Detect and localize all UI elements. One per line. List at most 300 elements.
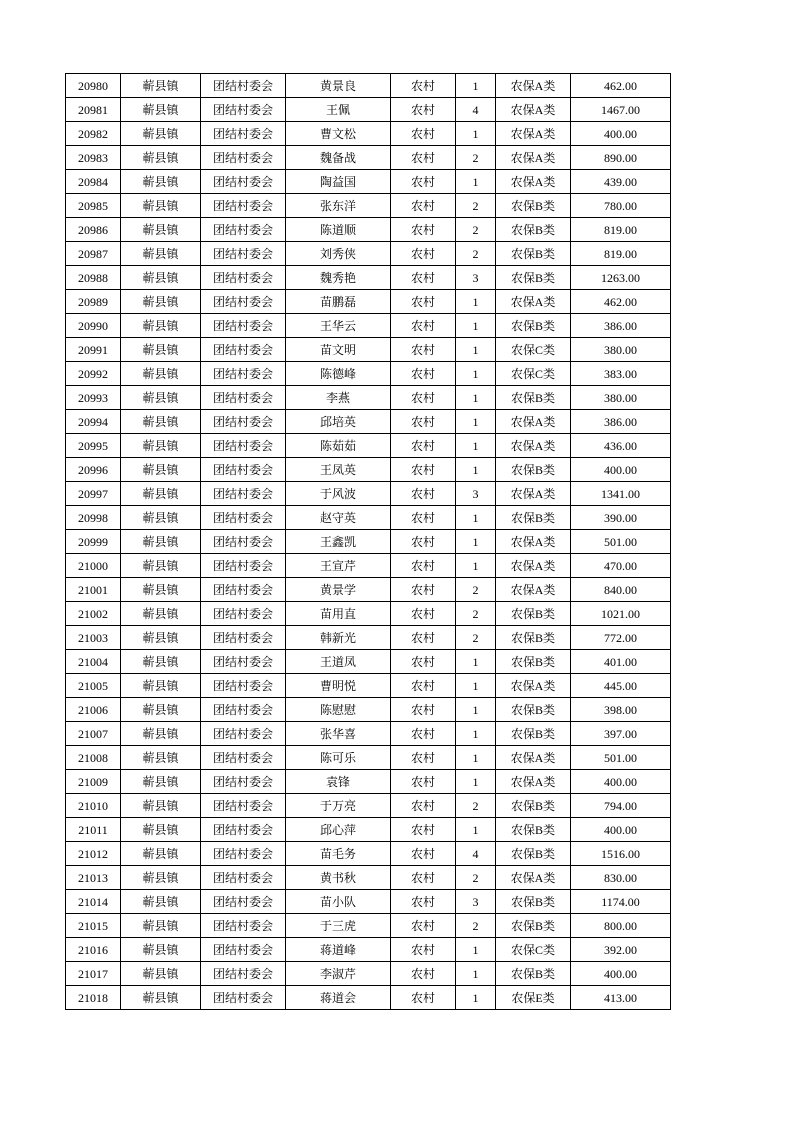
cell-amount: 400.00 — [571, 122, 671, 146]
cell-person-count: 2 — [456, 914, 496, 938]
cell-amount: 400.00 — [571, 818, 671, 842]
cell-person-count: 2 — [456, 146, 496, 170]
cell-household-type: 农村 — [391, 698, 456, 722]
cell-person-name: 王道凤 — [286, 650, 391, 674]
table-row — [66, 290, 671, 314]
cell-amount: 400.00 — [571, 458, 671, 482]
cell-record-id: 21000 — [66, 554, 121, 578]
cell-person-count: 2 — [456, 194, 496, 218]
cell-record-id: 21012 — [66, 842, 121, 866]
table-row — [66, 554, 671, 578]
cell-household-type: 农村 — [391, 290, 456, 314]
cell-person-count: 1 — [456, 506, 496, 530]
cell-town: 蕲县镇 — [121, 986, 201, 1010]
cell-person-count: 1 — [456, 434, 496, 458]
table-row — [66, 578, 671, 602]
cell-insurance-category: 农保A类 — [496, 74, 571, 98]
benefits-table — [65, 73, 671, 1010]
cell-household-type: 农村 — [391, 314, 456, 338]
cell-person-name: 邱培英 — [286, 410, 391, 434]
cell-record-id: 20983 — [66, 146, 121, 170]
cell-person-name: 王宣芹 — [286, 554, 391, 578]
cell-record-id: 21015 — [66, 914, 121, 938]
cell-record-id: 21003 — [66, 626, 121, 650]
table-row — [66, 650, 671, 674]
cell-person-name: 张华喜 — [286, 722, 391, 746]
cell-record-id: 21013 — [66, 866, 121, 890]
cell-person-name: 黄景学 — [286, 578, 391, 602]
cell-town: 蕲县镇 — [121, 602, 201, 626]
cell-amount: 398.00 — [571, 698, 671, 722]
cell-village-committee: 团结村委会 — [201, 458, 286, 482]
table-row — [66, 410, 671, 434]
cell-record-id: 21005 — [66, 674, 121, 698]
cell-village-committee: 团结村委会 — [201, 866, 286, 890]
table-row — [66, 458, 671, 482]
cell-amount: 794.00 — [571, 794, 671, 818]
cell-village-committee: 团结村委会 — [201, 890, 286, 914]
cell-household-type: 农村 — [391, 146, 456, 170]
cell-household-type: 农村 — [391, 122, 456, 146]
cell-amount: 439.00 — [571, 170, 671, 194]
cell-household-type: 农村 — [391, 770, 456, 794]
cell-insurance-category: 农保A类 — [496, 434, 571, 458]
cell-record-id: 20989 — [66, 290, 121, 314]
cell-town: 蕲县镇 — [121, 698, 201, 722]
cell-village-committee: 团结村委会 — [201, 530, 286, 554]
table-row — [66, 842, 671, 866]
cell-insurance-category: 农保B类 — [496, 794, 571, 818]
cell-town: 蕲县镇 — [121, 242, 201, 266]
cell-town: 蕲县镇 — [121, 218, 201, 242]
cell-household-type: 农村 — [391, 458, 456, 482]
cell-record-id: 20987 — [66, 242, 121, 266]
cell-amount: 413.00 — [571, 986, 671, 1010]
table-row — [66, 530, 671, 554]
cell-person-name: 黄书秋 — [286, 866, 391, 890]
cell-household-type: 农村 — [391, 722, 456, 746]
cell-person-name: 袁锋 — [286, 770, 391, 794]
cell-town: 蕲县镇 — [121, 266, 201, 290]
cell-person-count: 1 — [456, 170, 496, 194]
cell-amount: 800.00 — [571, 914, 671, 938]
cell-person-name: 苗毛务 — [286, 842, 391, 866]
cell-town: 蕲县镇 — [121, 866, 201, 890]
table-row — [66, 818, 671, 842]
cell-insurance-category: 农保A类 — [496, 770, 571, 794]
table-row — [66, 242, 671, 266]
cell-amount: 400.00 — [571, 962, 671, 986]
cell-person-name: 陶益国 — [286, 170, 391, 194]
cell-amount: 470.00 — [571, 554, 671, 578]
cell-person-count: 1 — [456, 530, 496, 554]
cell-insurance-category: 农保B类 — [496, 722, 571, 746]
table-row — [66, 314, 671, 338]
cell-village-committee: 团结村委会 — [201, 434, 286, 458]
cell-amount: 401.00 — [571, 650, 671, 674]
cell-record-id: 20982 — [66, 122, 121, 146]
cell-village-committee: 团结村委会 — [201, 74, 286, 98]
cell-village-committee: 团结村委会 — [201, 314, 286, 338]
cell-village-committee: 团结村委会 — [201, 578, 286, 602]
cell-insurance-category: 农保B类 — [496, 698, 571, 722]
cell-town: 蕲县镇 — [121, 170, 201, 194]
cell-town: 蕲县镇 — [121, 914, 201, 938]
cell-person-name: 陈茹茹 — [286, 434, 391, 458]
cell-insurance-category: 农保A类 — [496, 674, 571, 698]
cell-person-count: 1 — [456, 554, 496, 578]
cell-village-committee: 团结村委会 — [201, 698, 286, 722]
cell-person-count: 1 — [456, 770, 496, 794]
cell-insurance-category: 农保B类 — [496, 890, 571, 914]
cell-amount: 840.00 — [571, 578, 671, 602]
cell-town: 蕲县镇 — [121, 410, 201, 434]
cell-record-id: 20993 — [66, 386, 121, 410]
cell-person-name: 于万亮 — [286, 794, 391, 818]
cell-village-committee: 团结村委会 — [201, 506, 286, 530]
cell-insurance-category: 农保A类 — [496, 866, 571, 890]
cell-amount: 380.00 — [571, 338, 671, 362]
cell-person-count: 3 — [456, 482, 496, 506]
cell-town: 蕲县镇 — [121, 770, 201, 794]
cell-person-count: 1 — [456, 74, 496, 98]
cell-household-type: 农村 — [391, 626, 456, 650]
cell-person-name: 邱心萍 — [286, 818, 391, 842]
cell-amount: 400.00 — [571, 770, 671, 794]
cell-insurance-category: 农保B类 — [496, 266, 571, 290]
cell-person-name: 魏备战 — [286, 146, 391, 170]
cell-person-count: 3 — [456, 266, 496, 290]
cell-record-id: 20984 — [66, 170, 121, 194]
cell-insurance-category: 农保B类 — [496, 194, 571, 218]
cell-record-id: 21016 — [66, 938, 121, 962]
cell-town: 蕲县镇 — [121, 290, 201, 314]
table-row — [66, 506, 671, 530]
document-page — [65, 73, 671, 1010]
cell-person-count: 1 — [456, 650, 496, 674]
cell-household-type: 农村 — [391, 434, 456, 458]
table-row — [66, 602, 671, 626]
cell-village-committee: 团结村委会 — [201, 362, 286, 386]
cell-person-name: 王佩 — [286, 98, 391, 122]
cell-person-name: 陈德峰 — [286, 362, 391, 386]
cell-insurance-category: 农保B类 — [496, 314, 571, 338]
cell-person-count: 1 — [456, 962, 496, 986]
cell-insurance-category: 农保A类 — [496, 578, 571, 602]
cell-town: 蕲县镇 — [121, 458, 201, 482]
cell-person-name: 曹明悦 — [286, 674, 391, 698]
cell-amount: 501.00 — [571, 530, 671, 554]
table-row — [66, 266, 671, 290]
table-row — [66, 794, 671, 818]
cell-household-type: 农村 — [391, 506, 456, 530]
cell-person-count: 1 — [456, 122, 496, 146]
table-row — [66, 890, 671, 914]
cell-town: 蕲县镇 — [121, 938, 201, 962]
cell-person-name: 蒋道峰 — [286, 938, 391, 962]
cell-household-type: 农村 — [391, 602, 456, 626]
cell-person-count: 1 — [456, 314, 496, 338]
cell-insurance-category: 农保B类 — [496, 626, 571, 650]
cell-village-committee: 团结村委会 — [201, 554, 286, 578]
cell-insurance-category: 农保A类 — [496, 482, 571, 506]
table-row — [66, 362, 671, 386]
cell-town: 蕲县镇 — [121, 434, 201, 458]
cell-amount: 1341.00 — [571, 482, 671, 506]
cell-village-committee: 团结村委会 — [201, 122, 286, 146]
cell-household-type: 农村 — [391, 962, 456, 986]
cell-household-type: 农村 — [391, 266, 456, 290]
cell-person-count: 1 — [456, 818, 496, 842]
cell-village-committee: 团结村委会 — [201, 482, 286, 506]
cell-insurance-category: 农保C类 — [496, 938, 571, 962]
cell-town: 蕲县镇 — [121, 122, 201, 146]
cell-insurance-category: 农保A类 — [496, 170, 571, 194]
cell-household-type: 农村 — [391, 650, 456, 674]
cell-village-committee: 团结村委会 — [201, 938, 286, 962]
cell-amount: 397.00 — [571, 722, 671, 746]
cell-household-type: 农村 — [391, 386, 456, 410]
table-row — [66, 746, 671, 770]
cell-amount: 462.00 — [571, 74, 671, 98]
cell-amount: 386.00 — [571, 410, 671, 434]
cell-amount: 392.00 — [571, 938, 671, 962]
cell-person-count: 1 — [456, 986, 496, 1010]
cell-amount: 390.00 — [571, 506, 671, 530]
cell-town: 蕲县镇 — [121, 74, 201, 98]
cell-household-type: 农村 — [391, 578, 456, 602]
table-row — [66, 74, 671, 98]
table-row — [66, 770, 671, 794]
cell-household-type: 农村 — [391, 242, 456, 266]
cell-person-name: 苗文明 — [286, 338, 391, 362]
cell-record-id: 21011 — [66, 818, 121, 842]
cell-person-count: 1 — [456, 290, 496, 314]
cell-household-type: 农村 — [391, 554, 456, 578]
table-body — [66, 74, 671, 1010]
table-row — [66, 434, 671, 458]
cell-amount: 1467.00 — [571, 98, 671, 122]
cell-person-count: 2 — [456, 602, 496, 626]
cell-amount: 436.00 — [571, 434, 671, 458]
cell-person-name: 苗鹏磊 — [286, 290, 391, 314]
cell-household-type: 农村 — [391, 986, 456, 1010]
cell-village-committee: 团结村委会 — [201, 914, 286, 938]
cell-insurance-category: 农保A类 — [496, 530, 571, 554]
cell-person-name: 王鑫凯 — [286, 530, 391, 554]
cell-person-count: 2 — [456, 242, 496, 266]
cell-person-count: 2 — [456, 626, 496, 650]
table-row — [66, 986, 671, 1010]
cell-village-committee: 团结村委会 — [201, 842, 286, 866]
cell-person-name: 陈可乐 — [286, 746, 391, 770]
cell-amount: 1516.00 — [571, 842, 671, 866]
table-row — [66, 674, 671, 698]
cell-insurance-category: 农保A类 — [496, 410, 571, 434]
cell-person-name: 李燕 — [286, 386, 391, 410]
cell-town: 蕲县镇 — [121, 194, 201, 218]
cell-town: 蕲县镇 — [121, 626, 201, 650]
table-row — [66, 386, 671, 410]
cell-town: 蕲县镇 — [121, 314, 201, 338]
cell-household-type: 农村 — [391, 218, 456, 242]
cell-person-count: 2 — [456, 794, 496, 818]
cell-town: 蕲县镇 — [121, 794, 201, 818]
cell-household-type: 农村 — [391, 842, 456, 866]
cell-amount: 1174.00 — [571, 890, 671, 914]
cell-village-committee: 团结村委会 — [201, 818, 286, 842]
cell-record-id: 20996 — [66, 458, 121, 482]
cell-person-count: 1 — [456, 362, 496, 386]
cell-insurance-category: 农保C类 — [496, 338, 571, 362]
cell-village-committee: 团结村委会 — [201, 218, 286, 242]
cell-town: 蕲县镇 — [121, 338, 201, 362]
cell-town: 蕲县镇 — [121, 482, 201, 506]
cell-household-type: 农村 — [391, 818, 456, 842]
cell-person-name: 曹文松 — [286, 122, 391, 146]
table-row — [66, 194, 671, 218]
cell-person-count: 4 — [456, 842, 496, 866]
cell-insurance-category: 农保B类 — [496, 386, 571, 410]
cell-person-name: 魏秀艳 — [286, 266, 391, 290]
cell-amount: 445.00 — [571, 674, 671, 698]
cell-town: 蕲县镇 — [121, 650, 201, 674]
cell-household-type: 农村 — [391, 482, 456, 506]
table-row — [66, 98, 671, 122]
cell-village-committee: 团结村委会 — [201, 650, 286, 674]
cell-household-type: 农村 — [391, 674, 456, 698]
cell-insurance-category: 农保B类 — [496, 650, 571, 674]
cell-person-count: 2 — [456, 218, 496, 242]
cell-record-id: 20981 — [66, 98, 121, 122]
cell-insurance-category: 农保B类 — [496, 842, 571, 866]
cell-town: 蕲县镇 — [121, 530, 201, 554]
cell-town: 蕲县镇 — [121, 554, 201, 578]
cell-town: 蕲县镇 — [121, 818, 201, 842]
cell-amount: 1021.00 — [571, 602, 671, 626]
cell-amount: 501.00 — [571, 746, 671, 770]
cell-household-type: 农村 — [391, 338, 456, 362]
cell-record-id: 20988 — [66, 266, 121, 290]
cell-insurance-category: 农保B类 — [496, 458, 571, 482]
cell-record-id: 20994 — [66, 410, 121, 434]
cell-insurance-category: 农保B类 — [496, 818, 571, 842]
cell-person-count: 4 — [456, 98, 496, 122]
cell-village-committee: 团结村委会 — [201, 386, 286, 410]
cell-person-name: 韩新光 — [286, 626, 391, 650]
cell-village-committee: 团结村委会 — [201, 986, 286, 1010]
table-row — [66, 938, 671, 962]
cell-village-committee: 团结村委会 — [201, 98, 286, 122]
cell-person-name: 于三虎 — [286, 914, 391, 938]
cell-person-count: 1 — [456, 410, 496, 434]
cell-insurance-category: 农保E类 — [496, 986, 571, 1010]
cell-person-count: 1 — [456, 746, 496, 770]
cell-household-type: 农村 — [391, 794, 456, 818]
cell-amount: 383.00 — [571, 362, 671, 386]
cell-record-id: 21001 — [66, 578, 121, 602]
cell-person-count: 1 — [456, 938, 496, 962]
cell-person-name: 王华云 — [286, 314, 391, 338]
cell-record-id: 21018 — [66, 986, 121, 1010]
cell-insurance-category: 农保A类 — [496, 746, 571, 770]
cell-insurance-category: 农保A类 — [496, 122, 571, 146]
cell-household-type: 农村 — [391, 194, 456, 218]
cell-person-name: 刘秀侠 — [286, 242, 391, 266]
table-row — [66, 218, 671, 242]
cell-insurance-category: 农保A类 — [496, 554, 571, 578]
cell-amount: 819.00 — [571, 242, 671, 266]
table-row — [66, 626, 671, 650]
table-row — [66, 698, 671, 722]
cell-town: 蕲县镇 — [121, 962, 201, 986]
cell-insurance-category: 农保A类 — [496, 146, 571, 170]
cell-record-id: 21014 — [66, 890, 121, 914]
cell-village-committee: 团结村委会 — [201, 962, 286, 986]
cell-town: 蕲县镇 — [121, 362, 201, 386]
cell-village-committee: 团结村委会 — [201, 410, 286, 434]
cell-village-committee: 团结村委会 — [201, 242, 286, 266]
cell-town: 蕲县镇 — [121, 674, 201, 698]
cell-record-id: 20985 — [66, 194, 121, 218]
cell-record-id: 21017 — [66, 962, 121, 986]
cell-record-id: 21008 — [66, 746, 121, 770]
cell-village-committee: 团结村委会 — [201, 674, 286, 698]
cell-village-committee: 团结村委会 — [201, 194, 286, 218]
cell-record-id: 20986 — [66, 218, 121, 242]
cell-person-name: 于风波 — [286, 482, 391, 506]
cell-town: 蕲县镇 — [121, 386, 201, 410]
cell-village-committee: 团结村委会 — [201, 770, 286, 794]
cell-insurance-category: 农保B类 — [496, 242, 571, 266]
cell-person-name: 王凤英 — [286, 458, 391, 482]
table-row — [66, 914, 671, 938]
cell-amount: 890.00 — [571, 146, 671, 170]
table-row — [66, 122, 671, 146]
cell-record-id: 20990 — [66, 314, 121, 338]
cell-household-type: 农村 — [391, 170, 456, 194]
cell-amount: 1263.00 — [571, 266, 671, 290]
cell-person-count: 1 — [456, 338, 496, 362]
cell-village-committee: 团结村委会 — [201, 722, 286, 746]
cell-person-count: 1 — [456, 458, 496, 482]
cell-household-type: 农村 — [391, 530, 456, 554]
cell-amount: 772.00 — [571, 626, 671, 650]
table-row — [66, 146, 671, 170]
cell-household-type: 农村 — [391, 890, 456, 914]
cell-person-name: 苗小队 — [286, 890, 391, 914]
cell-person-name: 张东洋 — [286, 194, 391, 218]
cell-record-id: 20999 — [66, 530, 121, 554]
table-row — [66, 962, 671, 986]
cell-person-name: 陈道顺 — [286, 218, 391, 242]
cell-town: 蕲县镇 — [121, 890, 201, 914]
cell-record-id: 20992 — [66, 362, 121, 386]
cell-person-name: 陈慰慰 — [286, 698, 391, 722]
cell-town: 蕲县镇 — [121, 578, 201, 602]
cell-record-id: 20991 — [66, 338, 121, 362]
cell-town: 蕲县镇 — [121, 98, 201, 122]
cell-amount: 386.00 — [571, 314, 671, 338]
cell-insurance-category: 农保B类 — [496, 218, 571, 242]
cell-insurance-category: 农保B类 — [496, 962, 571, 986]
table-row — [66, 482, 671, 506]
cell-record-id: 20980 — [66, 74, 121, 98]
cell-town: 蕲县镇 — [121, 146, 201, 170]
cell-amount: 380.00 — [571, 386, 671, 410]
cell-record-id: 20998 — [66, 506, 121, 530]
cell-person-name: 李淑芹 — [286, 962, 391, 986]
